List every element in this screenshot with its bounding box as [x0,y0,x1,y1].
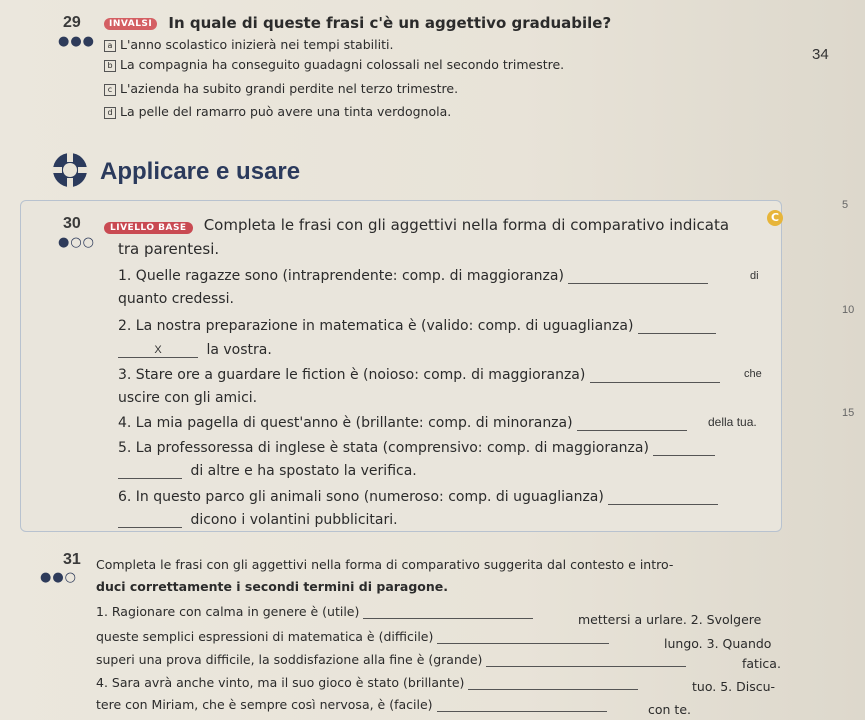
answer-blank[interactable]: X [118,341,198,358]
answer-blank[interactable] [468,689,638,690]
option-letter: b [104,60,116,72]
exercise-30-instruction: Completa le frasi con gli aggettivi nella forma di comparativo indicata [203,216,730,234]
page-number-handwritten: 34 [812,46,829,63]
option-text: L'azienda ha subito grandi perdite nel terzo trimestre. [120,81,459,96]
ex31-line-4-end: tuo. 5. Discu- [692,679,776,694]
ex31-line-5-end: con te. [648,702,691,717]
option-text: La pelle del ramarro può avere una tinta verdognola. [120,104,452,119]
answer-blank[interactable] [118,527,182,528]
c-icon: C [767,206,783,226]
margin-line-number: 10 [842,304,855,316]
handwritten-answer: di [750,270,759,282]
ex30-item-3: 3. Stare ore a guardare le fiction è (noioso: comp. di maggioranza) [118,367,720,383]
handwritten-answer: che [744,368,762,380]
exercise-30-difficulty: ●○○ [58,235,96,250]
margin-line-number: 5 [842,199,849,211]
option-letter: d [104,107,116,119]
ex31-line-4: 4. Sara avrà anche vinto, ma il suo gioco è stato (brillante) [96,675,638,690]
ex30-item-2: 2. La nostra preparazione in matematica è (valido: comp. di uguaglianza) [118,318,716,334]
ex31-line-3: superi una prova difficile, la soddisfazione alla fine è (grande) [96,652,686,667]
exercise-29-question: In quale di queste frasi c'è un aggettivo graduabile? [168,14,612,32]
ex30-item-4: 4. La mia pagella di quest'anno è (brillante: comp. di minoranza) [118,415,687,431]
answer-blank[interactable] [437,711,607,712]
ex31-line-3-end: fatica. [742,656,781,671]
exercise-31-difficulty: ●●○ [40,570,78,585]
answer-blank[interactable] [568,283,708,284]
ex30-item-5-cont: di altre e ha spostato la verifica. [118,463,417,479]
exercise-30-instruction-cont: tra parentesi. [118,240,220,258]
exercise-31-instruction-cont: duci correttamente i secondi termini di paragone. [96,579,449,594]
option-letter: a [104,40,116,52]
answer-blank[interactable] [118,478,182,479]
section-title: Applicare e usare [100,158,301,185]
option-letter: c [104,84,116,96]
answer-blank[interactable] [590,382,720,383]
ex30-item-1: 1. Quelle ragazze sono (intraprendente: comp. di maggioranza) [118,268,708,284]
exercise-30-header [104,215,729,234]
answer-blank[interactable] [486,666,686,667]
answer-blank[interactable] [653,455,715,456]
ex30-item-1-cont: quanto credessi. [118,291,234,307]
level-badge: LIVELLO BASE [104,222,193,234]
exercise-31-instruction: Completa le frasi con gli aggettivi nella forma di comparativo suggerita dal contesto e intro- [96,557,674,572]
section-header [50,150,90,190]
gear-icon [50,150,90,190]
answer-blank[interactable] [363,618,533,619]
exercise-29-difficulty: ●●● [58,34,96,49]
exercise-29-number: 29 [63,14,81,31]
answer-blank[interactable] [577,430,687,431]
option-c[interactable] [104,81,458,96]
answer-blank[interactable] [437,643,609,644]
answer-blank[interactable] [638,333,716,334]
ex30-item-6: 6. In questo parco gli animali sono (numeroso: comp. di uguaglianza) [118,489,718,505]
handwritten-answer: della tua. [708,415,757,429]
answer-blank[interactable] [608,504,718,505]
ex30-item-5: 5. La professoressa di inglese è stata (comprensivo: comp. di maggioranza) [118,440,715,456]
exercise-30-number: 30 [63,215,81,232]
ex30-item-3-cont: uscire con gli amici. [118,390,258,406]
option-d[interactable] [104,104,451,119]
invalsi-badge: INVALSI [104,18,157,30]
ex30-item-2-cont: X la vostra. [118,341,272,358]
ex30-item-6-cont: dicono i volantini pubblicitari. [118,512,398,528]
option-text: La compagnia ha conseguito guadagni colossali nel secondo trimestre. [120,57,565,72]
ex31-line-1-end: mettersi a urlare. 2. Svolgere [578,612,762,627]
exercise-29-header [104,13,611,32]
option-a[interactable] [104,37,393,52]
ex31-line-5: tere con Miriam, che è sempre così nervosa, è (facile) [96,697,607,712]
exercise-31-number: 31 [63,551,81,568]
option-b[interactable] [104,57,564,72]
ex31-line-1: 1. Ragionare con calma in genere è (utile) [96,604,533,619]
ex31-line-2-end: lungo. 3. Quando [664,636,772,651]
ex31-line-2: queste semplici espressioni di matematica è (difficile) [96,629,609,644]
margin-line-number: 15 [842,407,855,419]
option-text: L'anno scolastico inizierà nei tempi stabiliti. [120,37,394,52]
